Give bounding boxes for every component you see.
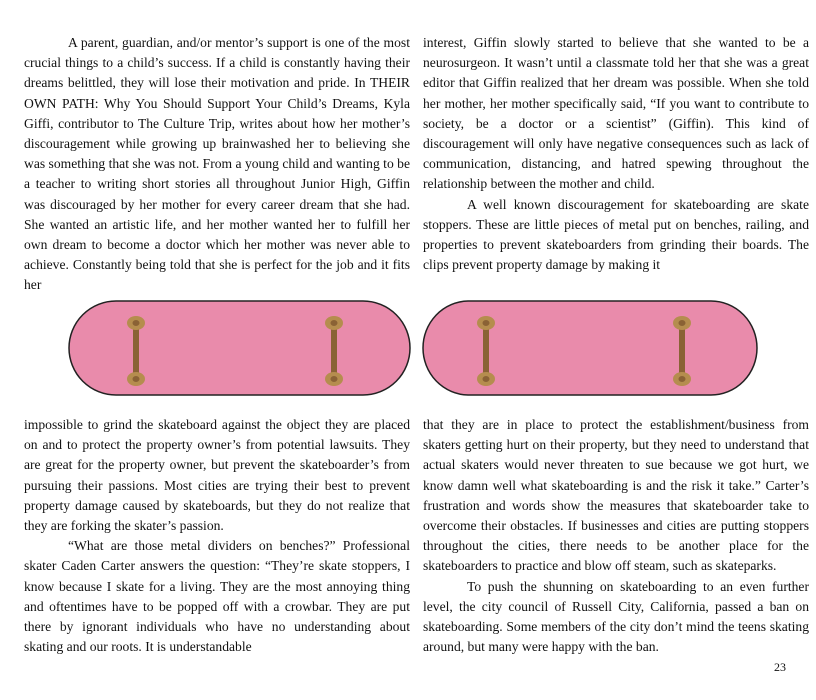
paragraph-grind-prevention: impossible to grind the skateboard against the object they are placed on and to protect the property owner’s from potential lawsuits. They are great for the property owner, but prevent the skateboarder’s from pursuing their passions. Most cities are trying their best to prevent property damage caused by skateboards, but they do not realize that they are forking the skater’s passion. (24, 417, 410, 534)
paragraph-giffin-continued: interest, Giffin slowly started to believe that she wanted to be a neurosurgeon. It wasn’t until a classmate told her that she was a great editor that Giffin realized that her dream was possible. When she told her mother, her mother specifically said, “If you want to contribute to society, be a doctor or a scientist” (Giffin). This kind of discouragement will only have negative consequences such as lack of communication, distancing, and hatred spewing throughout the relationship between the mother and child. (423, 35, 809, 192)
skateboard-deck-left (67, 299, 412, 397)
deck-outline (69, 301, 410, 395)
skateboard-deck-right (421, 299, 759, 397)
paragraph-support-importance: A parent, guardian, and/or mentor’s support is one of the most crucial things to a child’s success. If a child is constantly having their dreams belittled, they will lose their motivation and pride. In THEIR OWN PATH: Why You Should Support Your Child’s Dreams, Kyla Giffi, contributor to The Culture Trip, writes about how her mother’s discouragement while growing up brainwashed her to believing she was something that she was not. From a young child and wanting to be a teacher to writing short stories all throughout Junior High, Giffin was discouraged by her mother for every career dream that she had. She wanted an artistic life, and her mother wanted her to fulfill her own dream to become a doctor which her mother was never able to achieve. Constantly being told that she is perfect for the job and it fits her (24, 35, 410, 293)
top-left-column (24, 33, 410, 296)
paragraph-skate-stoppers: A well known discouragement for skateboarding are skate stoppers. These are little pieces of metal put on benches, railing, and properties to prevent skateboarders from grinding their boards. The clips prevent property damage by making it (423, 196, 809, 273)
paragraph-carter-continued: that they are in place to protect the establishment/business from skaters getting hurt on their property, but they need to understand that actual skaters would never threaten to sue because we got hurt, we know damn well what skateboarding is and the risk it take.” Carter’s frustration and words show the measures that skateboarder take to overcome their obstacles. If businesses and cities are putting stoppers throughout the cities, there needs to be another place for the skateboarders to practice and blow off steam, such as skateparks. (423, 417, 809, 574)
bottom-left-column (24, 415, 410, 657)
deck-outline (423, 301, 757, 395)
top-right-column (423, 33, 809, 275)
bottom-right-column (423, 415, 809, 657)
page-number: 23 (774, 660, 786, 674)
paragraph-russell-city-ban: To push the shunning on skateboarding to an even further level, the city council of Russell City, California, passed a ban on skateboarding. Some members of the city don’t mind the teens skating around, but many were happy with the ban. (423, 578, 809, 655)
paragraph-caden-carter-quote: “What are those metal dividers on benches?” Professional skater Caden Carter answers the question: “They’re skate stoppers, I know because I skate for a living. They are the most annoying thing and oftentimes have to be popped off with a crowbar. They are put there by ignorant individuals who have no understanding about skating and our roots. It is understandable (24, 538, 410, 655)
